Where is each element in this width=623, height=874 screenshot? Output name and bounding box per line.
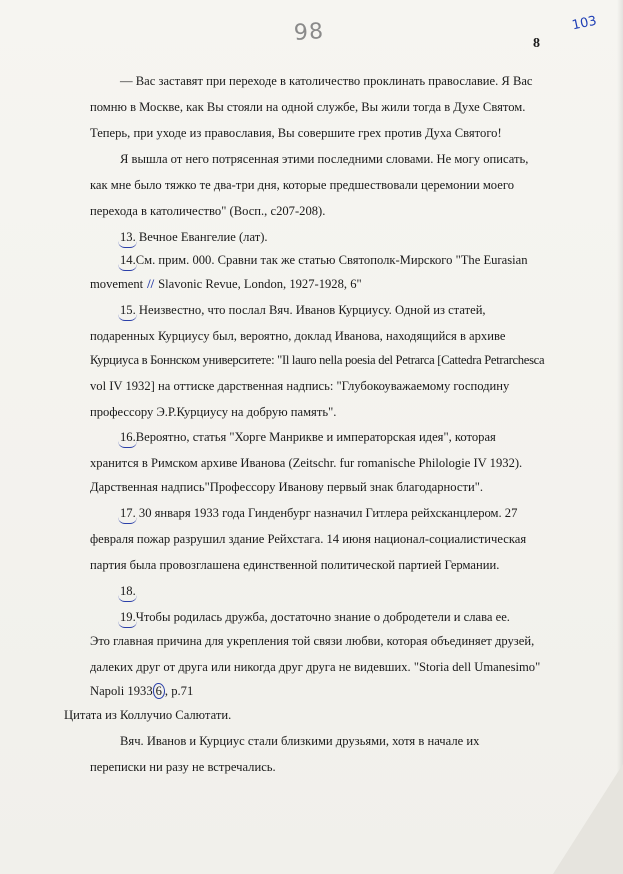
text-line: — Вас заставят при переходе в католичество проклинать православие. Я Вас <box>120 74 533 88</box>
footnote-15 <box>120 302 486 318</box>
handwritten-archive-number: 103 <box>570 13 599 34</box>
text-line: Это главная причина для укрепления той связи любви, которая объединяет друзей, <box>90 634 535 648</box>
text-line: февраля пожар разрушил здание Рейхстага. 14 июня национал-социалистическая <box>90 532 527 546</box>
text-line: перехода в католичество" (Восп., с207-208). <box>90 204 326 218</box>
text-line: Цитата из Коллучио Салютати. <box>64 708 232 722</box>
text-line: Дарственная надпись"Профессору Иванову первый знак благодарности". <box>90 480 484 494</box>
footnote-17 <box>120 505 517 521</box>
text-line: партия была провозглашена единственной политической партией Германии. <box>90 558 500 572</box>
circled-correction: 6 <box>153 683 165 699</box>
footnote-number: 13 <box>120 230 133 244</box>
footnote-text: movement <box>90 277 144 291</box>
citation-text: , p.71 <box>164 684 194 698</box>
footnote-number: 15 <box>120 303 133 317</box>
text-line: далеких друг от друга или никогда друг друга не видевших. "Storia dell Umanesimo" <box>90 660 541 674</box>
footnote-number: 18 <box>120 584 133 598</box>
footnote-text: .Вероятно, статья "Хорге Манрикве и императорская идея", которая <box>132 430 496 444</box>
text-line: vol IV 1932] на оттиске дарственная надпись: "Глубокоуважаемому господину <box>90 379 510 393</box>
text-line: как мне было тяжко те два-три дня, которые предшествовали церемонии моего <box>90 178 514 192</box>
footnote-text: . 30 января 1933 года Гинденбург назначил Гитлера рейхсканцлером. 27 <box>132 506 518 520</box>
footnote-text: .Чтобы родилась дружба, достаточно знание о добродетели и слава ее. <box>132 610 510 624</box>
footnote-number: 19 <box>120 610 133 624</box>
text-line: переписки ни разу не встречались. <box>90 760 276 774</box>
text-line: Курциуса в Боннском университете: "Il lauro nella poesia del Petrarca [Cattedra Petrarchesca <box>90 353 545 367</box>
text-line: Я вышла от него потрясенная этими последними словами. Не могу описать, <box>120 152 529 166</box>
footnote-text: . <box>132 584 136 598</box>
text-line: помню в Москве, как Вы стояли на одной службе, Вы жили тогда в Духе Святом. <box>90 100 526 114</box>
text-line: Вяч. Иванов и Курциус стали близкими друзьями, хотя в начале их <box>120 734 480 748</box>
footnote-text: .См. прим. 000. Сравни так же статью Святополк-Мирского "The Eurasian <box>132 253 528 267</box>
footnote-19-citation <box>90 683 193 699</box>
footnote-text: . Вечное Евангелие (лат). <box>132 230 268 244</box>
footnote-18 <box>120 583 136 599</box>
footnote-14 <box>120 252 528 268</box>
text-line: Теперь, при уходе из православия, Вы совершите грех против Духа Святого! <box>90 126 502 140</box>
handwritten-folio-number: 98 <box>293 18 325 47</box>
page-number: 8 <box>533 36 540 51</box>
footnote-16 <box>120 429 496 445</box>
citation-text: Napoli 1933 <box>90 684 153 698</box>
text-line: подаренных Курциусу был, вероятно, доклад Иванова, находящийся в архиве <box>90 329 506 343</box>
footnote-text: Slavonic Revue, London, 1927-1928, 6" <box>158 277 362 291</box>
footnote-text: . Неизвестно, что послал Вяч. Иванов Курциусу. Одной из статей, <box>132 303 486 317</box>
handwritten-slashes: // <box>147 277 155 291</box>
page-edge-shadow <box>617 0 623 874</box>
text-line: хранится в Римском архиве Иванова (Zeitschr. fur romanische Philologie IV 1932). <box>90 456 523 470</box>
text-line: профессору Э.Р.Курциусу на добрую память". <box>90 405 337 419</box>
footnote-number: 17 <box>120 506 133 520</box>
footnote-14-line2 <box>90 276 362 292</box>
footnote-19 <box>120 609 510 625</box>
footnote-number: 14 <box>120 253 133 267</box>
folded-corner <box>553 764 623 874</box>
footnote-13 <box>120 229 268 245</box>
footnote-number: 16 <box>120 430 133 444</box>
